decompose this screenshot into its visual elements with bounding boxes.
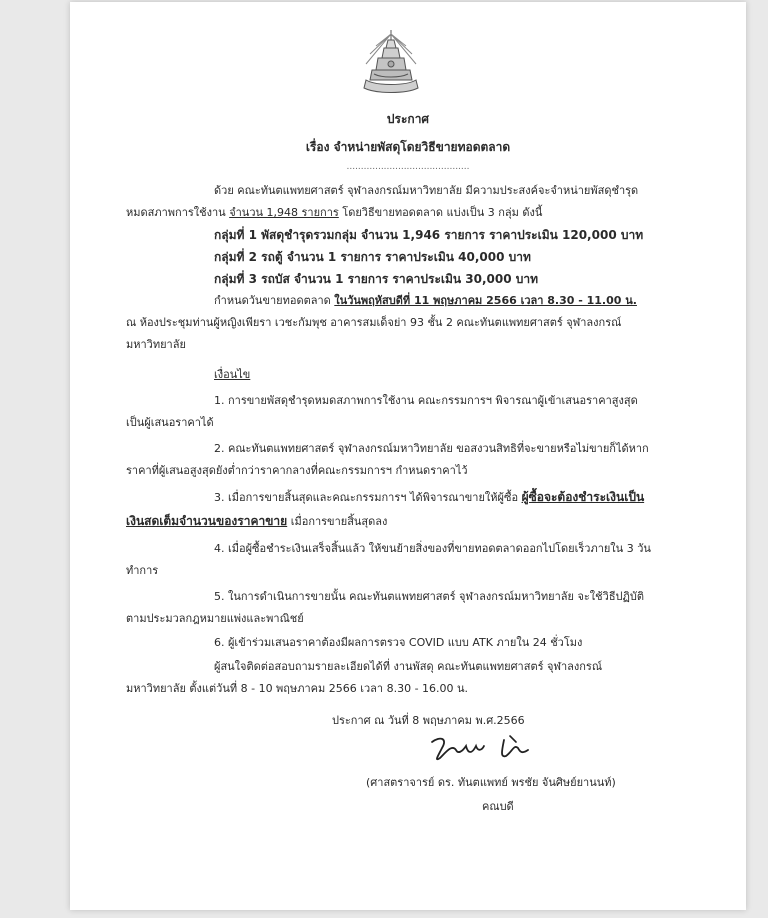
signatory-name: (ศาสตราจารย์ ดร. ทันตแพทย์ พรชัย จันศิษย์ยานนท์) [366,776,616,789]
condition-3-line-2 [126,514,387,529]
announcement-date: ประกาศ ณ วันที่ 8 พฤษภาคม พ.ศ.2566 [332,714,525,727]
condition-5-line-2: ตามประมวลกฎหมายแพ่งและพาณิชย์ [126,612,304,625]
condition-4-line-2: ทำการ [126,564,159,577]
auction-date-label: กำหนดวันขายทอดตลาด [214,294,335,307]
contact-line-2: มหาวิทยาลัย ตั้งแต่วันที่ 8 - 10 พฤษภาคม 2566 เวลา 8.30 - 16.00 น. [126,682,469,695]
condition-1-line-2: เป็นผู้เสนอราคาได้ [126,416,214,429]
condition-2-line-2: ราคาที่ผู้เสนอสูงสุดยังต่ำกว่าราคากลางที่คณะกรรมการฯ กำหนดราคาไว้ [126,464,468,477]
auction-date-value: ในวันพฤหัสบดีที่ 11 พฤษภาคม 2566 เวลา 8.30 - 11.00 น. [334,294,637,307]
venue-line-1: ณ ห้องประชุมท่านผู้หญิงเพียรา เวชะกัมพุช อาคารสมเด็จย่า 93 ชั้น 2 คณะทันตแพทยศาสตร์ จุฬาลงกรณ์ [126,316,622,329]
condition-6: 6. ผู้เข้าร่วมเสนอราคาต้องมีผลการตรวจ COVID แบบ ATK ภายใน 24 ชั่วโมง [214,636,583,649]
condition-3-line-1 [214,490,644,505]
auction-date [214,294,637,308]
contact-line-1: ผู้สนใจติดต่อสอบถามรายละเอียดได้ที่ งานพัสดุ คณะทันตแพทยศาสตร์ จุฬาลงกรณ์ [214,660,603,673]
intro-line-2 [126,206,542,220]
condition-2-line-1: 2. คณะทันตแพทยศาสตร์ จุฬาลงกรณ์มหาวิทยาลัย ขอสงวนสิทธิที่จะขายหรือไม่ขายก็ได้หาก [214,442,649,455]
condition-5-line-1: 5. ในการดำเนินการขายนั้น คณะทันตแพทยศาสตร์ จุฬาลงกรณ์มหาวิทยาลัย จะใช้วิธีปฏิบัติ [214,590,645,603]
venue-line-2: มหาวิทยาลัย [126,338,186,351]
university-emblem-icon [356,26,426,98]
condition-4-line-1: 4. เมื่อผู้ซื้อชำระเงินเสร็จสิ้นแล้ว ให้ขนย้ายสิ่งของที่ขายทอดตลาดออกไปโดยเร็วภายใน 3 วัน [214,542,651,555]
group-3: กลุ่มที่ 3 รถบัส จำนวน 1 รายการ ราคาประเมิน 30,000 บาท [214,272,539,286]
conditions-heading: เงื่อนไข [214,368,251,381]
announcement-page [70,2,746,910]
condition-3-emphasis-b: เงินสดเต็มจำนวนของราคาขาย [126,514,288,528]
condition-1-line-1: 1. การขายพัสดุชำรุดหมดสภาพการใช้งาน คณะกรรมการฯ พิจารณาผู้เข้าเสนอราคาสูงสุด [214,394,638,407]
announcement-subject: เรื่อง จำหน่ายพัสดุโดยวิธีขายทอดตลาด [305,140,511,154]
signature-icon [426,732,546,766]
announcement-title: ประกาศ [386,112,430,126]
condition-3-emphasis-a: ผู้ซื้อจะต้องชำระเงินเป็น [521,490,645,504]
signatory-position: คณบดี [482,800,514,813]
group-2: กลุ่มที่ 2 รถตู้ จำนวน 1 รายการ ราคาประเมิน 40,000 บาท [214,250,531,264]
intro-text-a: หมดสภาพการใช้งาน [126,206,230,219]
intro-line-1: ด้วย คณะทันตแพทยศาสตร์ จุฬาลงกรณ์มหาวิทยาลัย มีความประสงค์จะจำหน่ายพัสดุชำรุด [214,184,639,197]
intro-item-count: จำนวน 1,948 รายการ [229,206,339,219]
condition-3-tail: เมื่อการขายสิ้นสุดลง [287,515,388,528]
title-rule: ........................................... [346,162,470,172]
group-1: กลุ่มที่ 1 พัสดุชำรุดรวมกลุ่ม จำนวน 1,946 รายการ ราคาประเมิน 120,000 บาท [214,228,644,242]
intro-text-c: โดยวิธีขายทอดตลาด แบ่งเป็น 3 กลุ่ม ดังนี้ [338,206,543,219]
condition-3-text: 3. เมื่อการขายสิ้นสุดและคณะกรรมการฯ ได้พิจารณาขายให้ผู้ซื้อ [214,491,522,504]
